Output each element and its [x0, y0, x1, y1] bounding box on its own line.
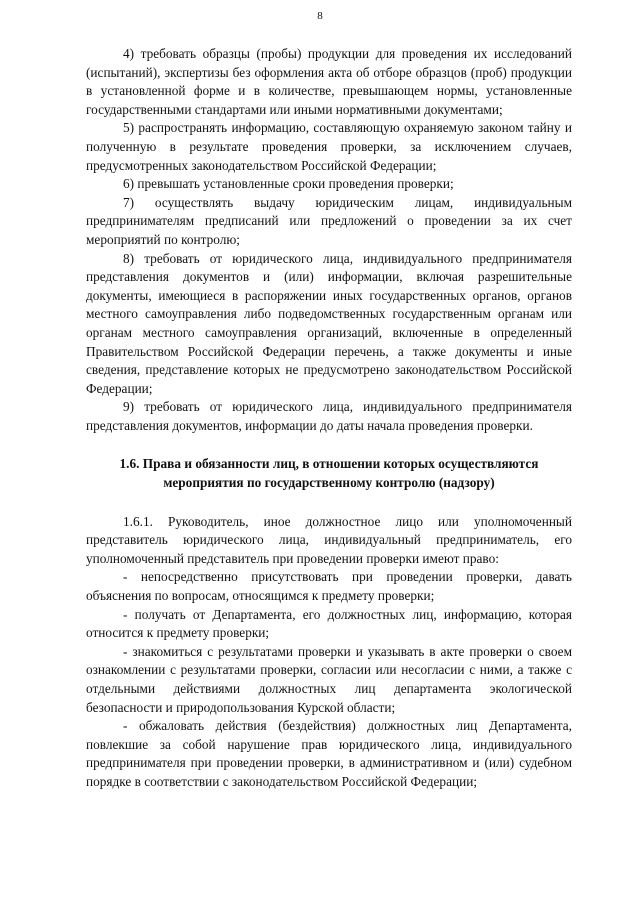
paragraph-item-4: 4) требовать образцы (пробы) продукции для проведения их исследований (испытаний), экспертизы без оформления акта об отборе образцов (проб) продукции в установленной форме и в количестве, превышающем нормы, установленные государственными стандартами или иными нормативными документами;	[86, 46, 572, 117]
paragraph-item-7: 7) осуществлять выдачу юридическим лицам, индивидуальным предпринимателям предписаний или предложений о проведении за их счет мероприятий по контролю;	[86, 194, 572, 247]
page-content	[86, 45, 572, 792]
paragraph-item-6: 6) превышать установленные сроки проведения проверки;	[123, 176, 454, 192]
section-heading	[86, 455, 572, 492]
paragraph-item-5: 5) распространять информацию, составляющую охраняемую законом тайну и полученную в результате проведения проверки, за исключением случаев, предусмотренных законодательством Российской Федерации;	[86, 120, 572, 173]
right-item-review-results: - знакомиться с результатами проверки и указывать в акте проверки о своем ознакомлении с результатами проверки, согласии или несогласии с ними, а также с отдельными действиями должностных лиц департамента экологической безопасности и природопользования Курской области;	[86, 643, 572, 715]
paragraph-item-8: 8) требовать от юридического лица, индивидуального предпринимателя представления документов и (или) информации, включая разрешительные документы, имеющиеся в распоряжении иных государственных органов, органов местного самоуправления либо подведомственных государственным органам или органам местного самоуправления организаций, включенные в определенный Правительством Российской Федерации перечень, а также документы и иные сведения, представление которых не предусмотрено законодательством Российской Федерации;	[86, 250, 572, 396]
section-heading-line-1: 1.6. Права и обязанности лиц, в отношении которых осуществляются	[119, 456, 539, 472]
page-number: 8	[317, 10, 323, 22]
right-item-receive-info: - получать от Департамента, его должностных лиц, информацию, которая относится к предмету проверки;	[86, 606, 572, 641]
paragraph-1-6-1: 1.6.1. Руководитель, иное должностное лицо или уполномоченный представитель юридического лица, индивидуальный предприниматель, его уполномоченный представитель при проведении проверки имеют право:	[86, 513, 572, 566]
paragraph-item-9: 9) требовать от юридического лица, индивидуального предпринимателя представления документов, информации до даты начала проведения проверки.	[86, 399, 572, 433]
right-item-appeal: - обжаловать действия (бездействия) должностных лиц Департамента, повлекшие за собой нарушение прав юридического лица, индивидуального предпринимателя при проведении проверки, в административном и (или) судебном порядке в соответствии с законодательством Российской Федерации;	[86, 718, 572, 789]
right-item-attend: - непосредственно присутствовать при проведении проверки, давать объяснения по вопросам, относящимся к предмету проверки;	[86, 569, 572, 604]
section-heading-line-2: мероприятия по государственному контролю (надзору)	[163, 475, 495, 491]
